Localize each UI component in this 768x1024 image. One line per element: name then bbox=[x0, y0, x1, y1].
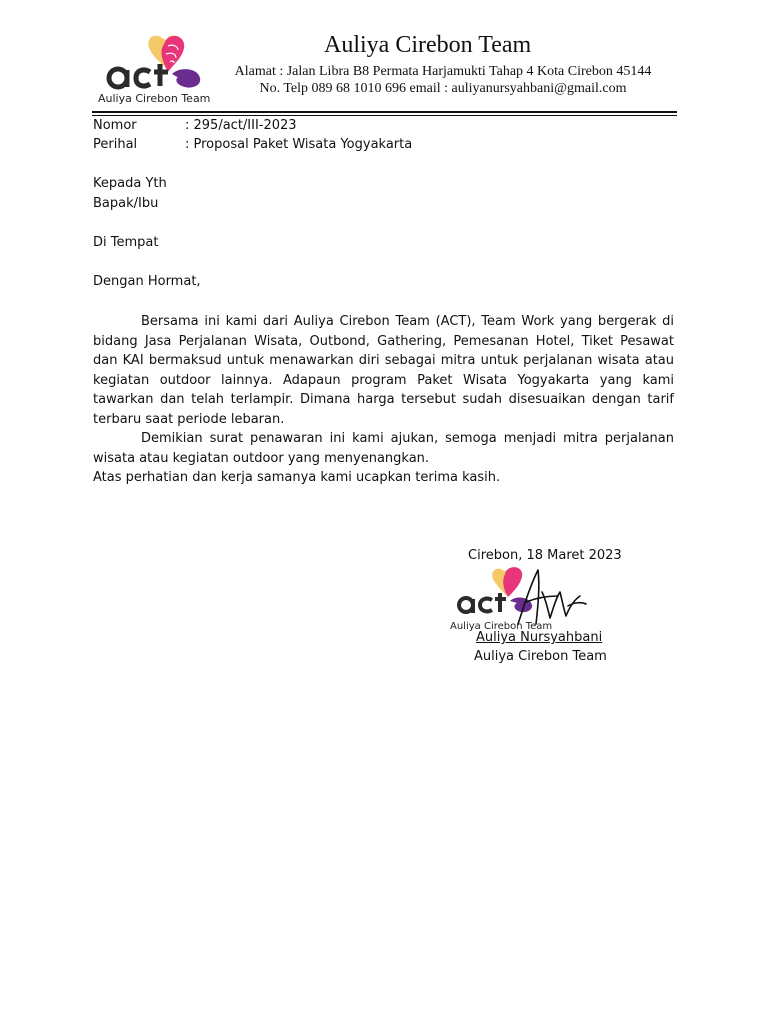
body-paragraph-1: Bersama ini kami dari Auliya Cirebon Team (ACT), Team Work yang bergerak di bidang Jasa Perjalanan Wisata, Outbond, Gathering, Pemesanan Hotel, Tiket Pesawat dan KAI bermaksud untuk menawarkan diri sebagai mitra untuk perjalanan wisata atau kegiatan outdoor lainnya. Adapaun program Paket Wisata Yogyakarta yang kami tawarkan dan telah terlampir. Dimana harga tersebut sudah disesuaikan dengan tarif terbaru saat periode lebaran. bbox=[93, 314, 674, 427]
org-name: Auliya Cirebon Team bbox=[324, 32, 532, 58]
signer-name: Auliya Nursyahbani bbox=[476, 630, 603, 645]
address-line: Alamat : Jalan Libra B8 Permata Harjamukti Tahap 4 Kota Cirebon 45144 bbox=[234, 64, 652, 79]
act-wordmark bbox=[109, 64, 168, 87]
recipient-line-2: Bapak/Ibu bbox=[93, 196, 159, 211]
body-paragraph-2: Demikian surat penawaran ini kami ajukan, semoga menjadi mitra perjalanan wisata atau kegiatan outdoor yang menyenangkan. bbox=[93, 431, 674, 466]
contact-line: No. Telp 089 68 1010 696 email : auliyanursyahbani@gmail.com bbox=[259, 81, 627, 96]
stamp-caption: Auliya Cirebon Team bbox=[450, 621, 553, 632]
handwritten-signature bbox=[508, 566, 588, 630]
header-rule-thick bbox=[92, 111, 677, 113]
heart-emblem-icon bbox=[148, 36, 184, 72]
address-block bbox=[212, 63, 674, 97]
number-value: : 295/act/III-2023 bbox=[185, 118, 297, 133]
salutation: Dengan Hormat, bbox=[93, 274, 201, 289]
swirl-icon bbox=[172, 69, 200, 88]
closing-line: Atas perhatian dan kerja samanya kami ucapkan terima kasih. bbox=[93, 470, 501, 485]
subject-value: : Proposal Paket Wisata Yogyakarta bbox=[185, 137, 413, 152]
header-rule-thin bbox=[92, 115, 677, 116]
recipient-line-1: Kepada Yth bbox=[93, 176, 167, 191]
place-date: Cirebon, 18 Maret 2023 bbox=[468, 548, 622, 563]
logo-caption: Auliya Cirebon Team bbox=[98, 92, 211, 105]
subject-label: Perihal bbox=[93, 137, 138, 152]
number-label: Nomor bbox=[93, 118, 137, 133]
signer-org: Auliya Cirebon Team bbox=[474, 649, 607, 664]
recipient-place: Di Tempat bbox=[93, 235, 159, 250]
